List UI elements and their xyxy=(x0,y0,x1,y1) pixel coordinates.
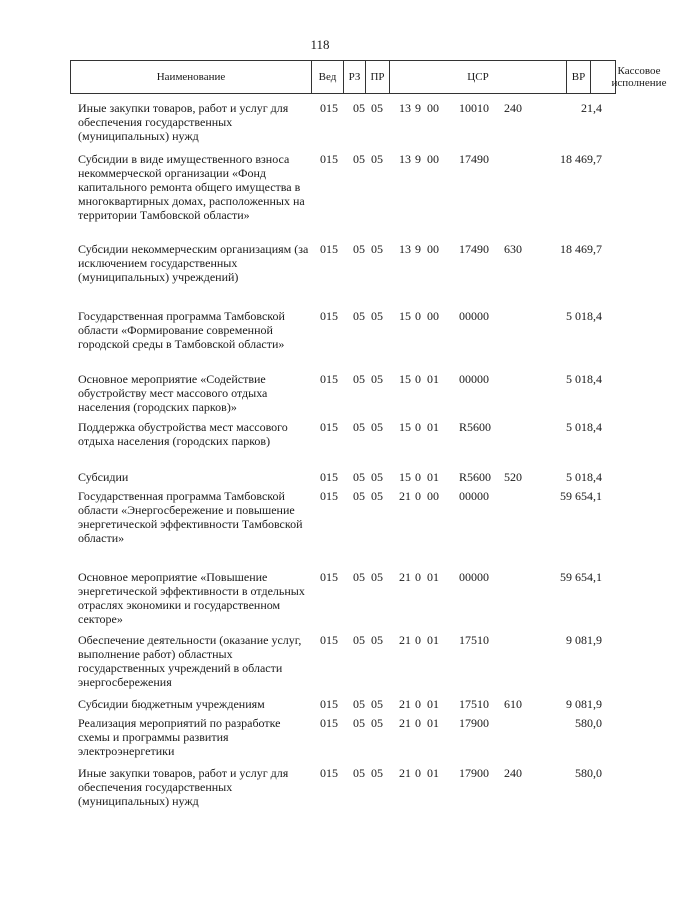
header-ved: Вед xyxy=(312,61,344,93)
row-name: Реализация мероприятий по разработке схемы и программы развития электроэнергетики xyxy=(78,716,281,758)
row-csr-event: 00 xyxy=(427,309,439,323)
row-name: Субсидии бюджетным учреждениям xyxy=(78,697,265,711)
row-csr-subprogram: 0 xyxy=(415,489,421,503)
row-ved: 015 xyxy=(320,101,338,115)
row-ved: 015 xyxy=(320,420,338,434)
row-rz: 05 xyxy=(353,242,365,256)
row-pr: 05 xyxy=(371,697,383,711)
row-csr-direction: 17510 xyxy=(459,697,489,711)
row-csr-subprogram: 0 xyxy=(415,420,421,434)
row-csr-program: 21 xyxy=(399,489,411,503)
row-name: Основное мероприятие «Содействие обустройству мест массового отдыха населения (городских парков)» xyxy=(78,372,268,414)
row-sum: 5 018,4 xyxy=(566,309,602,323)
row-sum: 21,4 xyxy=(581,101,602,115)
row-name: Иные закупки товаров, работ и услуг для обеспечения государственных (муниципальных) нужд xyxy=(78,101,289,143)
row-csr-direction: R5600 xyxy=(459,470,492,484)
row-csr-subprogram: 9 xyxy=(415,101,421,115)
row-pr: 05 xyxy=(371,633,383,647)
row-rz: 05 xyxy=(353,101,365,115)
row-vr: 630 xyxy=(504,242,522,256)
row-pr: 05 xyxy=(371,570,383,584)
row-csr-subprogram: 0 xyxy=(415,470,421,484)
row-sum: 59 654,1 xyxy=(560,570,602,584)
row-rz: 05 xyxy=(353,697,365,711)
header-name: Наименование xyxy=(71,61,312,93)
row-csr-direction: 17510 xyxy=(459,633,489,647)
row-vr: 240 xyxy=(504,101,522,115)
row-rz: 05 xyxy=(353,372,365,386)
row-csr-event: 00 xyxy=(427,489,439,503)
row-name: Субсидии некоммерческим организациям (за исключением государственных (муниципальных) учреждений) xyxy=(78,242,309,284)
row-rz: 05 xyxy=(353,633,365,647)
row-csr-direction: R5600 xyxy=(459,420,492,434)
row-csr-event: 01 xyxy=(427,766,439,780)
row-csr-direction: 17490 xyxy=(459,152,489,166)
row-ved: 015 xyxy=(320,309,338,323)
row-csr-event: 01 xyxy=(427,716,439,730)
row-sum: 580,0 xyxy=(575,766,602,780)
row-ved: 015 xyxy=(320,489,338,503)
row-csr-subprogram: 9 xyxy=(415,152,421,166)
row-csr-subprogram: 0 xyxy=(415,766,421,780)
row-csr-event: 00 xyxy=(427,152,439,166)
row-rz: 05 xyxy=(353,489,365,503)
row-name: Государственная программа Тамбовской области «Энергосбережение и повышение энергетической эффективности Тамбовской области» xyxy=(78,489,303,545)
row-name: Субсидии xyxy=(78,470,129,484)
row-name: Иные закупки товаров, работ и услуг для обеспечения государственных (муниципальных) нужд xyxy=(78,766,289,808)
row-rz: 05 xyxy=(353,309,365,323)
row-csr-direction: 00000 xyxy=(459,309,489,323)
row-csr-direction: 17900 xyxy=(459,716,489,730)
row-csr-program: 21 xyxy=(399,633,411,647)
table-header xyxy=(70,60,667,94)
row-vr: 610 xyxy=(504,697,522,711)
row-csr-direction: 00000 xyxy=(459,372,489,386)
row-pr: 05 xyxy=(371,716,383,730)
row-csr-subprogram: 0 xyxy=(415,309,421,323)
row-name: Субсидии в виде имущественного взноса некоммерческой организации «Фонд капитального ремонта общего имущества в многоквартирных домах, расположенных на территории Тамбовской области» xyxy=(78,152,305,222)
row-csr-subprogram: 0 xyxy=(415,570,421,584)
row-sum: 59 654,1 xyxy=(560,489,602,503)
row-ved: 015 xyxy=(320,697,338,711)
row-csr-program: 21 xyxy=(399,716,411,730)
row-csr-program: 13 xyxy=(399,101,411,115)
row-csr-direction: 00000 xyxy=(459,489,489,503)
header-pr: ПР xyxy=(366,61,390,93)
row-pr: 05 xyxy=(371,309,383,323)
row-rz: 05 xyxy=(353,716,365,730)
row-csr-event: 01 xyxy=(427,633,439,647)
row-csr-direction: 17490 xyxy=(459,242,489,256)
row-pr: 05 xyxy=(371,101,383,115)
header-vr: ВР xyxy=(567,61,591,93)
row-rz: 05 xyxy=(353,420,365,434)
header-csr: ЦСР xyxy=(390,61,567,93)
row-rz: 05 xyxy=(353,470,365,484)
row-csr-program: 13 xyxy=(399,152,411,166)
row-csr-subprogram: 0 xyxy=(415,697,421,711)
row-csr-program: 15 xyxy=(399,420,411,434)
row-csr-subprogram: 0 xyxy=(415,716,421,730)
row-sum: 9 081,9 xyxy=(566,697,602,711)
row-pr: 05 xyxy=(371,372,383,386)
row-vr: 240 xyxy=(504,766,522,780)
row-csr-direction: 00000 xyxy=(459,570,489,584)
row-ved: 015 xyxy=(320,372,338,386)
row-pr: 05 xyxy=(371,420,383,434)
row-rz: 05 xyxy=(353,570,365,584)
row-csr-program: 21 xyxy=(399,570,411,584)
row-pr: 05 xyxy=(371,152,383,166)
row-sum: 580,0 xyxy=(575,716,602,730)
row-ved: 015 xyxy=(320,633,338,647)
row-csr-subprogram: 0 xyxy=(415,633,421,647)
row-pr: 05 xyxy=(371,242,383,256)
row-sum: 5 018,4 xyxy=(566,420,602,434)
row-csr-program: 15 xyxy=(399,309,411,323)
row-name: Основное мероприятие «Повышение энергетической эффективности в отдельных отраслях экономики и государственном секторе» xyxy=(78,570,305,626)
row-ved: 015 xyxy=(320,152,338,166)
row-csr-program: 13 xyxy=(399,242,411,256)
row-ved: 015 xyxy=(320,570,338,584)
row-rz: 05 xyxy=(353,766,365,780)
row-ved: 015 xyxy=(320,470,338,484)
page-number: 118 xyxy=(310,37,330,52)
row-csr-event: 00 xyxy=(427,242,439,256)
row-csr-program: 21 xyxy=(399,697,411,711)
row-csr-direction: 17900 xyxy=(459,766,489,780)
row-csr-direction: 10010 xyxy=(459,101,489,115)
row-ved: 015 xyxy=(320,766,338,780)
row-sum: 18 469,7 xyxy=(560,152,602,166)
row-vr: 520 xyxy=(504,470,522,484)
row-csr-event: 01 xyxy=(427,372,439,386)
row-sum: 18 469,7 xyxy=(560,242,602,256)
row-name: Поддержка обустройства мест массового отдыха населения (городских парков) xyxy=(78,420,288,448)
row-rz: 05 xyxy=(353,152,365,166)
row-csr-program: 21 xyxy=(399,766,411,780)
row-csr-event: 00 xyxy=(427,101,439,115)
row-sum: 9 081,9 xyxy=(566,633,602,647)
row-name: Обеспечение деятельности (оказание услуг, выполнение работ) областных государственных учреждений в области энергосбережения xyxy=(78,633,302,689)
row-pr: 05 xyxy=(371,489,383,503)
row-csr-event: 01 xyxy=(427,570,439,584)
row-name: Государственная программа Тамбовской области «Формирование современной городской среды в Тамбовской области» xyxy=(78,309,285,351)
row-csr-event: 01 xyxy=(427,470,439,484)
row-ved: 015 xyxy=(320,716,338,730)
row-sum: 5 018,4 xyxy=(566,372,602,386)
row-csr-subprogram: 0 xyxy=(415,372,421,386)
row-csr-event: 01 xyxy=(427,697,439,711)
row-pr: 05 xyxy=(371,470,383,484)
header-sum: Кассовое исполнение xyxy=(611,65,667,89)
header-rz: РЗ xyxy=(344,61,366,93)
row-pr: 05 xyxy=(371,766,383,780)
row-csr-program: 15 xyxy=(399,470,411,484)
row-ved: 015 xyxy=(320,242,338,256)
row-csr-subprogram: 9 xyxy=(415,242,421,256)
row-sum: 5 018,4 xyxy=(566,470,602,484)
row-csr-event: 01 xyxy=(427,420,439,434)
row-csr-program: 15 xyxy=(399,372,411,386)
